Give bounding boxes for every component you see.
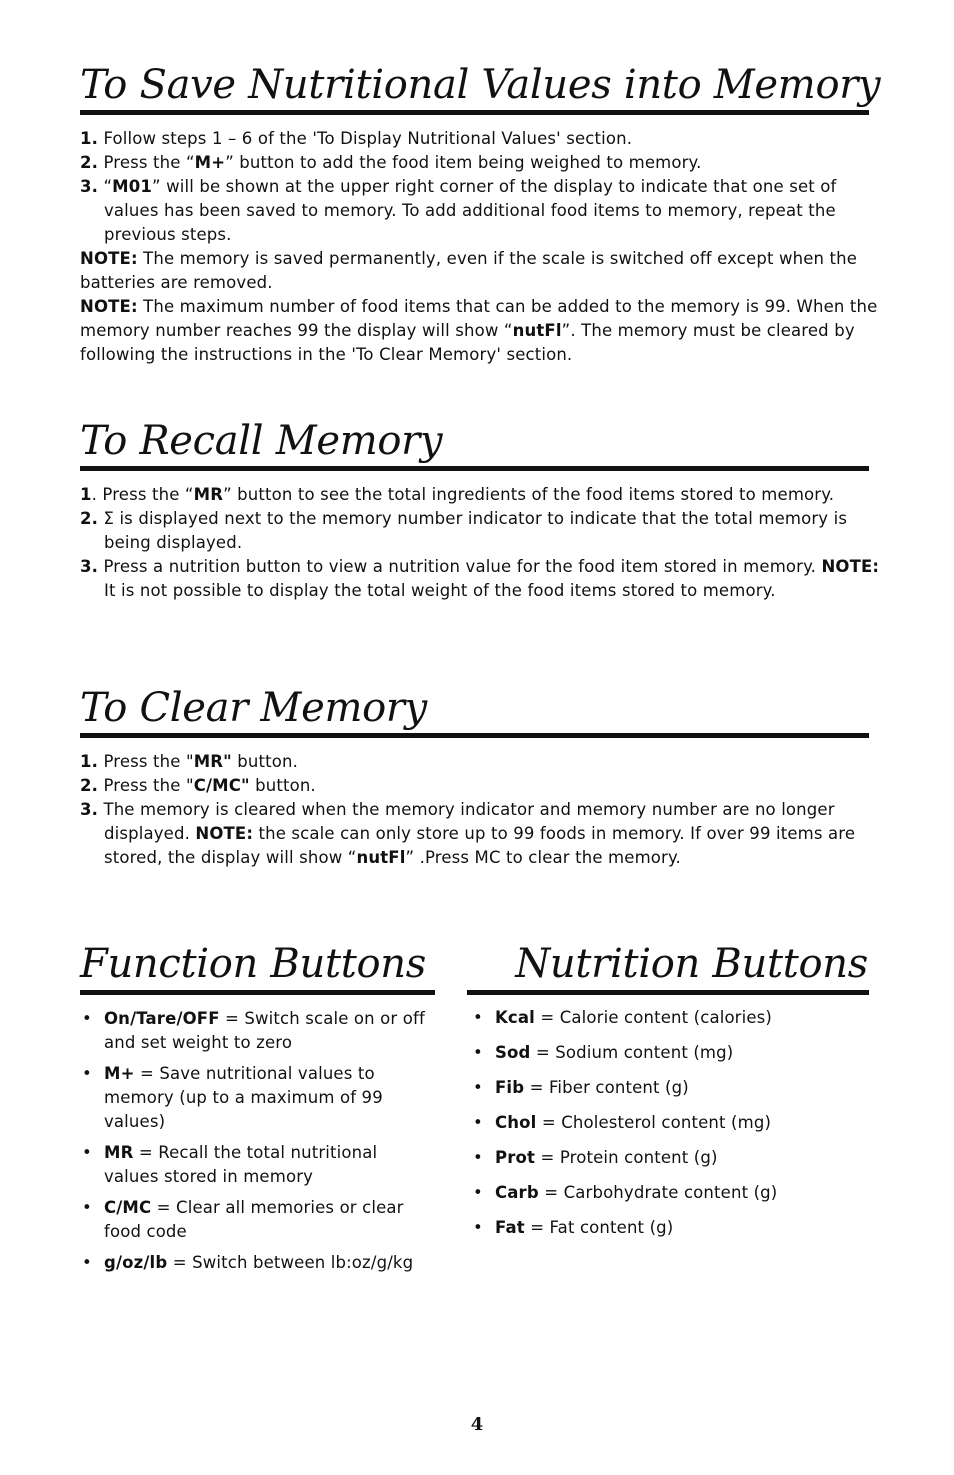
step-2: 2. Press the “M+” button to add the food item being weighed to memory. (80, 153, 702, 172)
nutrition-item-fat: • Fat = Fat content (g) (473, 1218, 674, 1237)
step-2: 2. Σ is displayed next to the memory number indicator to indicate that the total memory is being displayed. (80, 509, 848, 552)
note-1: NOTE: The memory is saved permanently, even if the scale is switched off except when the batteries are removed. (80, 249, 858, 292)
heading-rule (80, 466, 869, 471)
section-save-memory (80, 127, 880, 367)
nutrition-item-fib: • Fib = Fiber content (g) (473, 1078, 689, 1097)
heading-clear-memory: To Clear Memory (80, 685, 427, 731)
heading-nutrition-buttons: Nutrition Buttons (515, 941, 868, 987)
heading-save-memory: To Save Nutritional Values into Memory (80, 62, 881, 108)
nutrition-item-kcal: • Kcal = Calorie content (calories) (473, 1008, 772, 1027)
step-1: 1. Press the "MR" button. (80, 752, 298, 771)
step-1: 1. Follow steps 1 – 6 of the 'To Display Nutritional Values' section. (80, 129, 633, 148)
nutrition-item-sod: • Sod = Sodium content (mg) (473, 1043, 734, 1062)
function-item-g-oz-lb: • g/oz/lb = Switch between lb:oz/g/kg (82, 1253, 414, 1272)
nutrition-item-prot: • Prot = Protein content (g) (473, 1148, 718, 1167)
section-recall-memory (80, 483, 880, 603)
section-clear-memory (80, 750, 880, 870)
heading-rule (80, 990, 435, 995)
heading-rule (80, 110, 869, 115)
nutrition-item-chol: • Chol = Cholesterol content (mg) (473, 1113, 772, 1132)
step-1: 1. Press the “MR” button to see the total ingredients of the food items stored to memory. (80, 485, 835, 504)
note-2: NOTE: The maximum number of food items that can be added to the memory is 99. When the memory number reaches 99 the display will show “nutFl”. The memory must be cleared by following the instructions in the 'To Clear Memory' section. (80, 297, 878, 364)
heading-rule (80, 733, 869, 738)
function-item-mr: • MR = Recall the total nutritional values stored in memory (82, 1143, 378, 1186)
heading-recall-memory: To Recall Memory (80, 418, 443, 464)
step-3: 3. “M01” will be shown at the upper right corner of the display to indicate that one set of values has been saved to memory. To add additional food items to memory, repeat the previous steps. (80, 177, 837, 244)
step-3: 3. Press a nutrition button to view a nutrition value for the food item stored in memory. NOTE: It is not possible to display the total weight of the food items stored to memory. (80, 557, 880, 600)
function-buttons-list (80, 1007, 425, 1275)
heading-function-buttons: Function Buttons (80, 941, 426, 987)
function-item-c-mc: • C/MC = Clear all memories or clear food code (82, 1198, 404, 1241)
heading-rule (467, 990, 869, 995)
function-item-on-tare-off: • On/Tare/OFF = Switch scale on or off and set weight to zero (82, 1009, 425, 1052)
function-item-m-plus: • M+ = Save nutritional values to memory (up to a maximum of 99 values) (82, 1064, 383, 1131)
step-2: 2. Press the "C/MC" button. (80, 776, 316, 795)
page-number: 4 (470, 1414, 484, 1435)
nutrition-buttons-list (471, 1006, 871, 1240)
nutrition-item-carb: • Carb = Carbohydrate content (g) (473, 1183, 778, 1202)
step-3: 3. The memory is cleared when the memory indicator and memory number are no longer displayed. NOTE: the scale can only store up to 99 foods in memory. If over 99 items are stored, the display will show “nutFl” .Press MC to clear the memory. (80, 800, 856, 867)
